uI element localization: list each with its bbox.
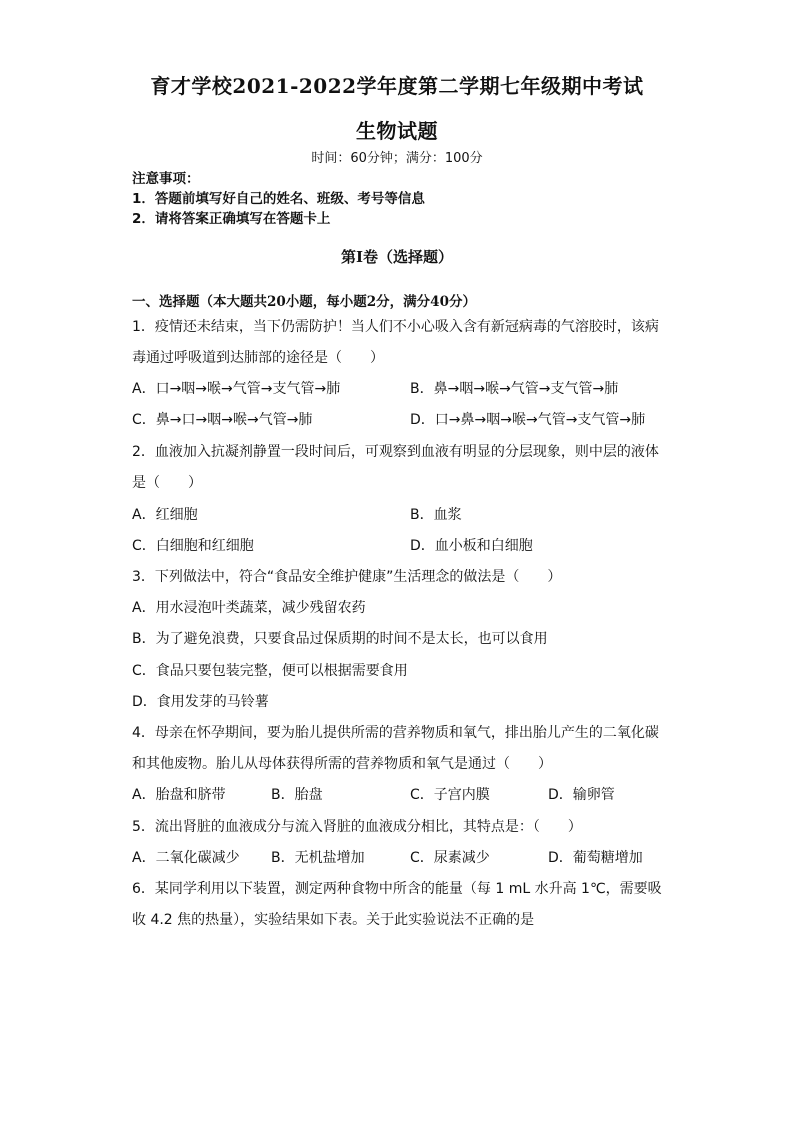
question-4-text: 4．母亲在怀孕期间，要为胎儿提供所需的营养物质和氧气，排出胎儿产生的二氧化碳: [132, 725, 659, 741]
question-6-text: 收 4.2 焦的热量），实验结果如下表。关于此实验说法不正确的是: [132, 912, 535, 928]
question-5-option-c: C．尿素减少: [410, 850, 490, 866]
question-3-option-b: B．为了避免浪费，只要食品过保质期的时间不是太长，也可以食用: [132, 631, 548, 647]
question-1-option-d: D．口→鼻→咽→喉→气管→支气管→肺: [410, 412, 646, 428]
question-1-option-c: C．鼻→口→咽→喉→气管→肺: [132, 412, 313, 428]
question-3-text: 3．下列做法中，符合“食品安全维护健康”生活理念的做法是（ ）: [132, 569, 562, 585]
question-4-text: 和其他废物。胎儿从母体获得所需的营养物质和氧气是通过（ ）: [132, 756, 552, 772]
question-4-option-a: A．胎盘和脐带: [132, 787, 226, 803]
question-1-text: 毒通过呼吸道到达肺部的途径是（ ）: [132, 350, 384, 366]
subject-title: 生物试题: [356, 119, 438, 143]
question-1-option-a: A．口→咽→喉→气管→支气管→肺: [132, 381, 341, 397]
question-6-text: 6．某同学利用以下装置，测定两种食物中所含的能量（每 1 mL 水升高 1℃，需要吸: [132, 881, 662, 897]
question-1-option-b: B．鼻→咽→喉→气管→支气管→肺: [410, 381, 619, 397]
question-2-text: 2．血液加入抗凝剂静置一段时间后，可观察到血液有明显的分层现象，则中层的液体: [132, 444, 659, 460]
question-5-option-d: D．葡萄糖增加: [548, 850, 643, 866]
question-4-option-c: C．子宫内膜: [410, 787, 490, 803]
exam-title: 育才学校2021-2022学年度第二学期七年级期中考试: [150, 74, 644, 98]
note-item: 1．答题前填写好自己的姓名、班级、考号等信息: [132, 191, 425, 207]
question-3-option-c: C．食品只要包装完整，便可以根据需要食用: [132, 663, 408, 679]
question-2-text: 是（ ）: [132, 475, 202, 491]
question-5-option-a: A．二氧化碳减少: [132, 850, 240, 866]
time-score-info: 时间：60分钟；满分：100分: [311, 151, 483, 166]
question-4-option-b: B．胎盘: [271, 787, 323, 803]
question-2-option-b: B．血浆: [410, 507, 462, 523]
note-item: 2．请将答案正确填写在答题卡上: [132, 211, 331, 227]
notes-heading: 注意事项：: [132, 171, 200, 187]
question-3-option-d: D．食用发芽的马铃薯: [132, 694, 269, 710]
question-3-option-a: A．用水浸泡叶类蔬菜，减少残留农药: [132, 600, 366, 616]
part-heading: 一、选择题（本大题共20小题，每小题2分，满分40分）: [132, 294, 476, 310]
question-2-option-d: D．血小板和白细胞: [410, 538, 533, 554]
question-5-option-b: B．无机盐增加: [271, 850, 365, 866]
section-title: 第I卷（选择题）: [340, 248, 454, 266]
question-2-option-a: A．红细胞: [132, 507, 198, 523]
question-2-option-c: C．白细胞和红细胞: [132, 538, 254, 554]
question-1-text: 1．疫情还未结束，当下仍需防护！当人们不小心吸入含有新冠病毒的气溶胶时，该病: [132, 319, 659, 335]
question-5-text: 5．流出肾脏的血液成分与流入肾脏的血液成分相比，其特点是：（ ）: [132, 819, 582, 835]
question-4-option-d: D．输卵管: [548, 787, 615, 803]
